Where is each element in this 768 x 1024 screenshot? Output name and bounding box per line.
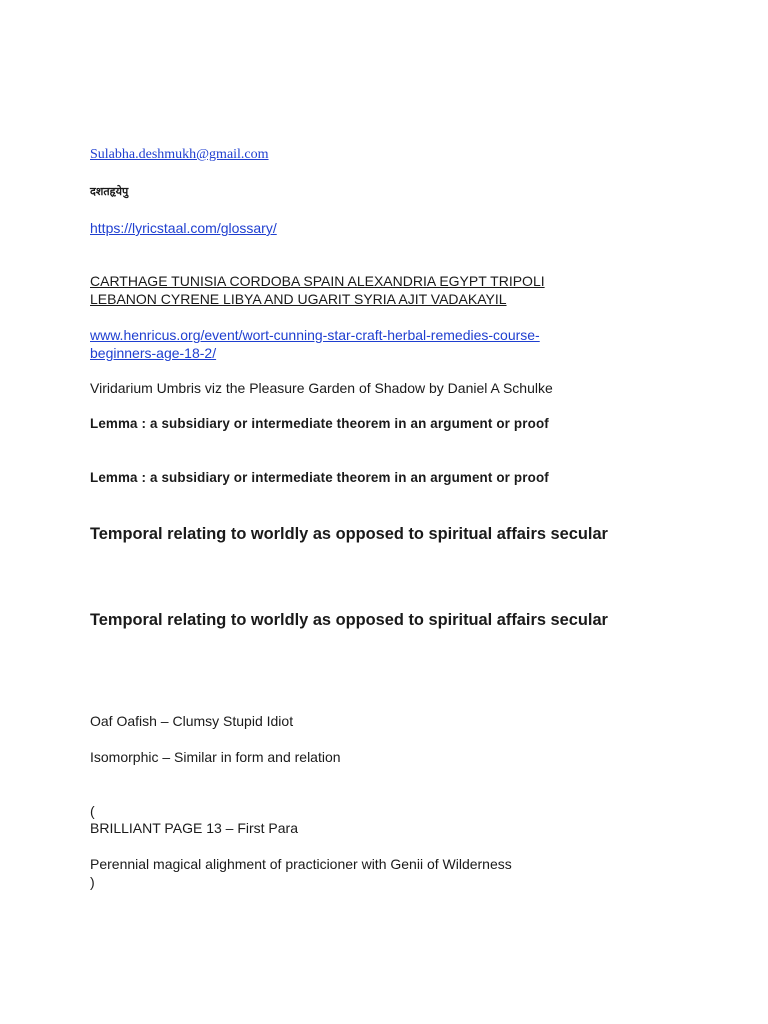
places-line-2: LEBANON CYRENE LIBYA AND UGARIT SYRIA AJIT VADAKAYIL: [90, 291, 507, 307]
glossary-link[interactable]: https://lyricstaal.com/glossary/: [90, 220, 277, 236]
lemma-definition-1: Lemma : a subsidiary or intermediate theorem in an argument or proof: [90, 416, 549, 431]
viridarium-text: Viridarium Umbris viz the Pleasure Garden of Shadow by Daniel A Schulke: [90, 380, 553, 396]
open-parenthesis: (: [90, 803, 95, 819]
henricus-link-line-2[interactable]: beginners-age-18-2/: [90, 345, 217, 361]
close-parenthesis: ): [90, 874, 95, 890]
oaf-definition: Oaf Oafish – Clumsy Stupid Idiot: [90, 713, 294, 729]
brilliant-page-note: BRILLIANT PAGE 13 – First Para: [90, 820, 299, 836]
places-line-1: CARTHAGE TUNISIA CORDOBA SPAIN ALEXANDRIA EGYPT TRIPOLI: [90, 273, 545, 289]
devanagari-text: दशतहृयेपु: [90, 186, 129, 198]
henricus-link-line-1[interactable]: www.henricus.org/event/wort-cunning-star-craft-herbal-remedies-course-: [90, 327, 540, 343]
temporal-definition-1: Temporal relating to worldly as opposed to spiritual affairs secular: [90, 525, 608, 543]
perennial-note: Perennial magical alighment of practicioner with Genii of Wilderness: [90, 856, 512, 872]
temporal-definition-2: Temporal relating to worldly as opposed to spiritual affairs secular: [90, 611, 608, 629]
isomorphic-definition: Isomorphic – Similar in form and relation: [90, 749, 341, 765]
email-link[interactable]: Sulabha.deshmukh@gmail.com: [90, 147, 269, 162]
lemma-definition-2: Lemma : a subsidiary or intermediate theorem in an argument or proof: [90, 470, 549, 485]
